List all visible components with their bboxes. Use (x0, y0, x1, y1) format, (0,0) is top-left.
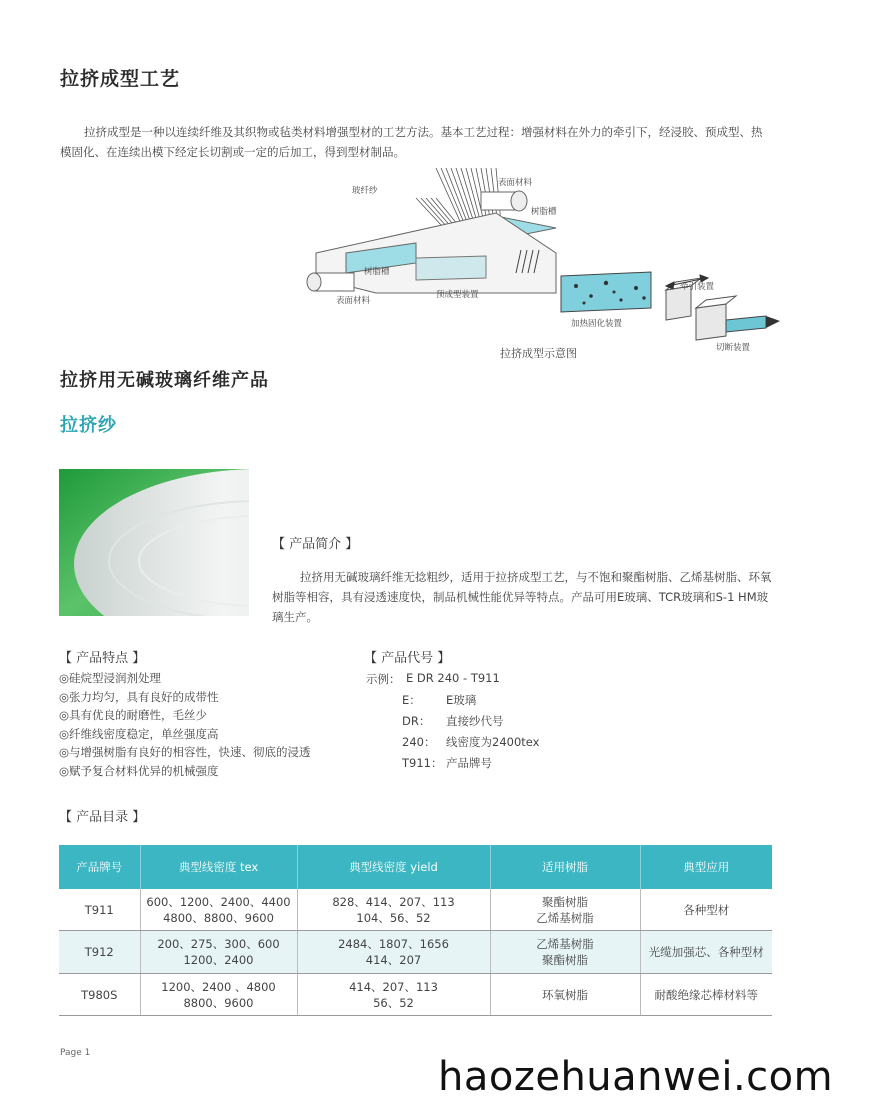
code-example-label: 示例： (366, 672, 401, 686)
code-key: 240： (402, 735, 436, 749)
output-profile (726, 316, 766, 332)
table-row (59, 974, 772, 1016)
list-item: ◎赋予复合材料优异的机械强度 (59, 763, 219, 778)
label-cutting: 切断装置 (716, 343, 751, 353)
code-value: 产品牌号 (446, 756, 492, 770)
page-title: 拉挤成型工艺 (60, 68, 181, 90)
code-value: 线密度为2400tex (446, 735, 540, 749)
product-intro-text: 拉挤用无碱玻璃纤维无捻粗纱，适用于拉挤成型工艺，与不饱和聚酯树脂、乙烯基树脂、环氧树脂等相容，具有浸透速度快，制品机械性能优异等特点。产品可用E玻璃、TCR玻璃和S-1 HM玻璃生产。 (272, 570, 772, 624)
top-roller (481, 191, 527, 211)
table-cell: 1200、2400 、4800 8800、9600 (140, 974, 297, 1016)
column-header: 适用树脂 (490, 845, 640, 889)
column-header: 典型线密度 yield (297, 845, 490, 889)
list-item: ◎硅烷型浸润剂处理 (59, 671, 162, 685)
product-code-title: 【 产品代号 】 (364, 651, 451, 666)
code-value: E玻璃 (446, 693, 477, 707)
label-resin-tank-left: 树脂槽 (364, 267, 390, 277)
traction-block-2 (696, 296, 736, 340)
diagram-caption: 拉挤成型示意图 (500, 347, 577, 360)
catalog-title: 【 产品目录 】 (59, 810, 146, 825)
table-row (59, 889, 772, 931)
code-value: 直接纱代号 (446, 714, 504, 728)
code-example-value: E DR 240 - T911 (406, 671, 500, 685)
heating-die (561, 272, 651, 312)
pultrusion-diagram (296, 168, 786, 368)
list-item: ◎具有优良的耐磨性，毛丝少 (59, 708, 208, 722)
product-catalog-table (59, 845, 772, 1016)
intro-paragraph: 拉挤成型是一种以连续纤维及其织物或毡类材料增强型材的工艺方法。基本工艺过程：增强材料在外力的牵引下，经浸胶、预成型、热模固化、在连续出模下经定长切割或一定的后加工，得到型材制品。 (60, 125, 763, 159)
product-intro-title: 【 产品简介 】 (272, 537, 359, 552)
watermark: haozehuanwei.com (438, 1054, 834, 1100)
label-resin-tank-top: 树脂槽 (531, 207, 557, 217)
code-key: E： (402, 693, 421, 707)
column-header: 典型线密度 tex (140, 845, 297, 889)
label-surface-bottom: 表面材料 (336, 296, 371, 306)
table-cell: 828、414、207、113 104、56、52 (297, 889, 490, 931)
column-header: 产品牌号 (59, 845, 140, 889)
table-row (59, 931, 772, 974)
output-arrow (766, 316, 780, 328)
label-surface-top: 表面材料 (498, 178, 533, 188)
table-cell: 200、275、300、600 1200、2400 (140, 931, 297, 974)
label-glass-fiber: 玻纤纱 (352, 186, 378, 196)
code-key: T911： (402, 756, 443, 770)
list-item: ◎纤维线密度稳定，单丝强度高 (59, 726, 219, 741)
table-header-row (59, 845, 772, 889)
code-key: DR： (402, 714, 431, 728)
wet-fiber-bundle (416, 256, 486, 280)
label-traction: 牵引装置 (680, 282, 715, 292)
table-cell: 耐酸绝缘芯棒材料等 (640, 974, 772, 1016)
list-item: ◎与增强树脂有良好的相容性，快速、彻底的浸透 (59, 745, 311, 759)
table-cell: T980S (59, 974, 140, 1016)
table-cell: 各种型材 (640, 889, 772, 931)
table-cell: 2484、1807、1656 414、207 (297, 931, 490, 974)
features-list (59, 669, 311, 780)
table-cell: T911 (59, 889, 140, 931)
bottom-roller (307, 273, 354, 291)
roving-spool-image (59, 469, 249, 616)
table-cell: 光缆加强芯、各种型材 (640, 931, 772, 974)
page-number: Page 1 (60, 1048, 91, 1058)
column-header: 典型应用 (640, 845, 772, 889)
features-title: 【 产品特点 】 (59, 651, 146, 666)
sub-heading: 拉挤纱 (60, 415, 117, 436)
list-item: ◎张力均匀，具有良好的成带性 (59, 689, 219, 704)
table-cell: 600、1200、2400、4400 4800、8800、9600 (140, 889, 297, 931)
table-cell: 聚酯树脂 乙烯基树脂 (490, 889, 640, 931)
label-preform: 预成型装置 (436, 290, 479, 300)
table-cell: 414、207、113 56、52 (297, 974, 490, 1016)
table-cell: 乙烯基树脂 聚酯树脂 (490, 931, 640, 974)
label-heating: 加热固化装置 (571, 319, 623, 329)
products-heading: 拉挤用无碱玻璃纤维产品 (60, 370, 269, 391)
table-cell: T912 (59, 931, 140, 974)
table-cell: 环氧树脂 (490, 974, 640, 1016)
